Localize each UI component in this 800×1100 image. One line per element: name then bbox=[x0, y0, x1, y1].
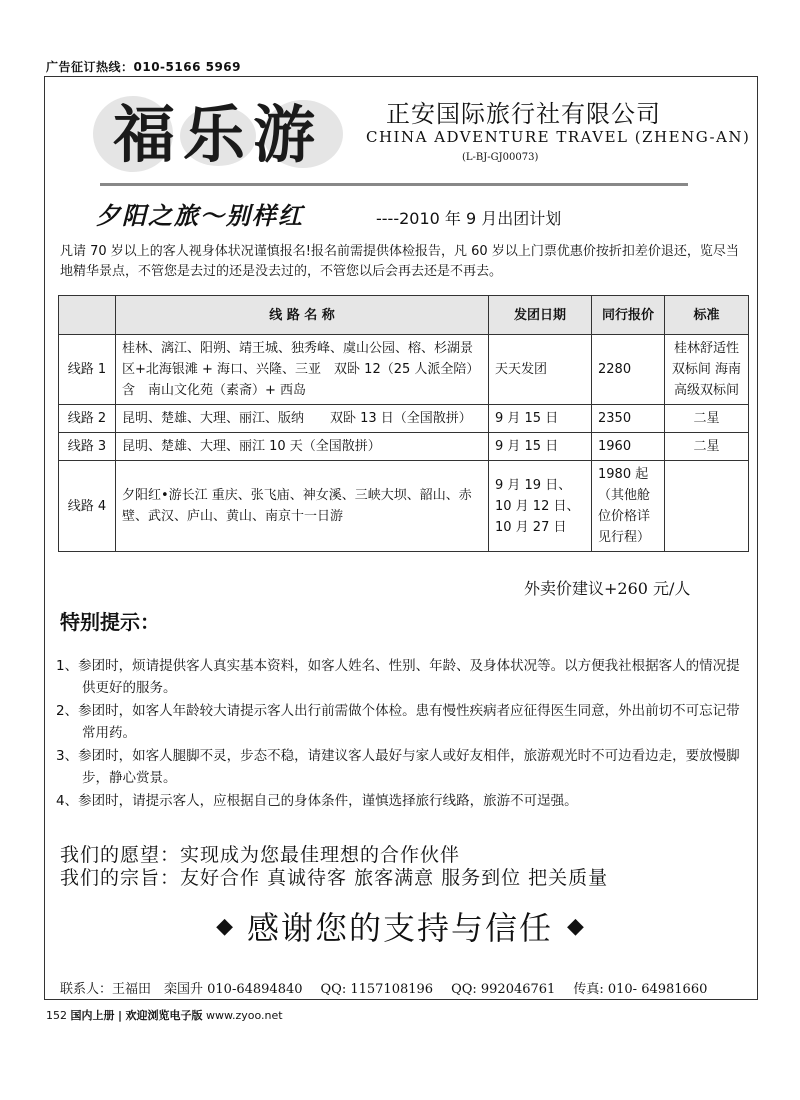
wish-line: 我们的愿望：实现成为您最佳理想的合作伙伴 bbox=[60, 844, 461, 866]
diamond-icon: ◆ bbox=[216, 913, 233, 939]
tip-item: 4、参团时，请提示客人，应根据自己的身体条件，谨慎选择旅行线路，旅游不可逞强。 bbox=[56, 793, 578, 809]
company-name-en: CHINA ADVENTURE TRAVEL (ZHENG-AN) bbox=[366, 128, 751, 146]
tip-item: 1、参团时，烦请提供客人真实基本资料，如客人姓名、性别、年龄、及身体状况等。以方便我社根据客人的情况提供更好的服务。 bbox=[56, 658, 740, 696]
tips-list bbox=[56, 655, 750, 813]
contact-fax: 传真: 010- 64981660 bbox=[573, 982, 708, 997]
contact-qq-1: QQ: 1157108196 bbox=[320, 982, 434, 997]
header-date: 发团日期 bbox=[489, 296, 592, 335]
route-date: 9 月 15 日 bbox=[489, 405, 592, 433]
route-name: 桂林、漓江、阳朔、靖王城、独秀峰、虞山公园、榕、杉湖景区+北海银滩 + 海口、兴隆、三亚 双卧 12（25 人派全陪）含 南山文化苑（素斋）+ 西岛 bbox=[116, 335, 489, 405]
route-date: 9 月 15 日 bbox=[489, 433, 592, 461]
tip-item: 2、参团时，如客人年龄较大请提示客人出行前需做个体检。患有慢性疾病者应征得医生同意，外出前切不可忘记带常用药。 bbox=[56, 703, 740, 741]
tip-item: 3、参团时，如客人腿脚不灵，步态不稳，请建议客人最好与家人或好友相伴，旅游观光时不可边看边走，要放慢脚步，静心赏景。 bbox=[56, 748, 740, 786]
table-row bbox=[59, 461, 749, 552]
route-name: 昆明、楚雄、大理、丽江 10 天（全国散拼） bbox=[116, 433, 489, 461]
table-row bbox=[59, 433, 749, 461]
route-standard: 二星 bbox=[665, 433, 749, 461]
header-price: 同行报价 bbox=[592, 296, 665, 335]
table-row bbox=[59, 405, 749, 433]
brand-logo bbox=[88, 86, 348, 178]
intro-paragraph: 凡请 70 岁以上的客人视身体状况谨慎报名!报名前需提供体检报告，凡 60 岁以上门票优惠价按折扣差价退还，览尽当地精华景点，不管您是去过的还是没去过的，不管您以后会再去还是不再去。 bbox=[60, 244, 739, 279]
header-standard: 标准 bbox=[665, 296, 749, 335]
thanks-text: 感谢您的支持与信任 bbox=[246, 909, 553, 947]
route-id: 线路 4 bbox=[59, 461, 116, 552]
license-number: (L-BJ-GJ00073) bbox=[462, 152, 539, 163]
route-id: 线路 2 bbox=[59, 405, 116, 433]
footer-separator: | bbox=[118, 1009, 123, 1022]
tenet-line: 我们的宗旨：友好合作 真诚待客 旅客满意 服务到位 把关质量 bbox=[60, 867, 609, 889]
diamond-icon: ◆ bbox=[567, 913, 584, 939]
company-name-cn: 正安国际旅行社有限公司 bbox=[386, 100, 661, 128]
contact-qq-2: QQ: 992046761 bbox=[451, 982, 556, 997]
footer-section: 国内上册 bbox=[70, 1009, 115, 1022]
logo-text: 福乐游 bbox=[112, 98, 324, 171]
table-header-row bbox=[59, 296, 749, 335]
route-standard: 二星 bbox=[665, 405, 749, 433]
route-name: 夕阳红•游长江 重庆、张飞庙、神女溪、三峡大坝、韶山、赤壁、武汉、庐山、黄山、南京十一日游 bbox=[116, 461, 489, 552]
suggested-price: 外卖价建议+260 元/人 bbox=[524, 579, 691, 598]
route-date: 天天发团 bbox=[489, 335, 592, 405]
page-number: 152 bbox=[46, 1009, 67, 1022]
header-divider bbox=[100, 183, 688, 186]
header-route-name: 线 路 名 称 bbox=[116, 296, 489, 335]
route-standard bbox=[665, 461, 749, 552]
thanks-banner bbox=[0, 903, 800, 949]
contact-line bbox=[60, 978, 725, 997]
route-price: 2350 bbox=[592, 405, 665, 433]
footer-url: www.zyoo.net bbox=[206, 1009, 283, 1022]
ad-hotline: 广告征订热线：010-5166 5969 bbox=[46, 60, 242, 74]
page-footer bbox=[46, 1007, 283, 1023]
route-name: 昆明、楚雄、大理、丽江、版纳 双卧 13 日（全国散拼） bbox=[116, 405, 489, 433]
routes-table bbox=[58, 295, 749, 552]
route-standard: 桂林舒适性双标间 海南高级双标间 bbox=[665, 335, 749, 405]
route-price: 1960 bbox=[592, 433, 665, 461]
route-id: 线路 3 bbox=[59, 433, 116, 461]
route-date: 9 月 19 日、10 月 12 日、10 月 27 日 bbox=[489, 461, 592, 552]
header-id bbox=[59, 296, 116, 335]
tips-title: 特别提示： bbox=[60, 610, 160, 634]
contact-people: 联系人：王福田 栾国升 010-64894840 bbox=[60, 982, 303, 997]
table-row bbox=[59, 335, 749, 405]
tour-subtitle: 夕阳之旅～别样红 bbox=[96, 201, 304, 230]
footer-slogan: 欢迎浏览电子版 bbox=[125, 1009, 203, 1022]
route-price: 2280 bbox=[592, 335, 665, 405]
route-price: 1980 起（其他舱位价格详见行程） bbox=[592, 461, 665, 552]
route-id: 线路 1 bbox=[59, 335, 116, 405]
plan-title: ----2010 年 9 月出团计划 bbox=[376, 209, 562, 228]
